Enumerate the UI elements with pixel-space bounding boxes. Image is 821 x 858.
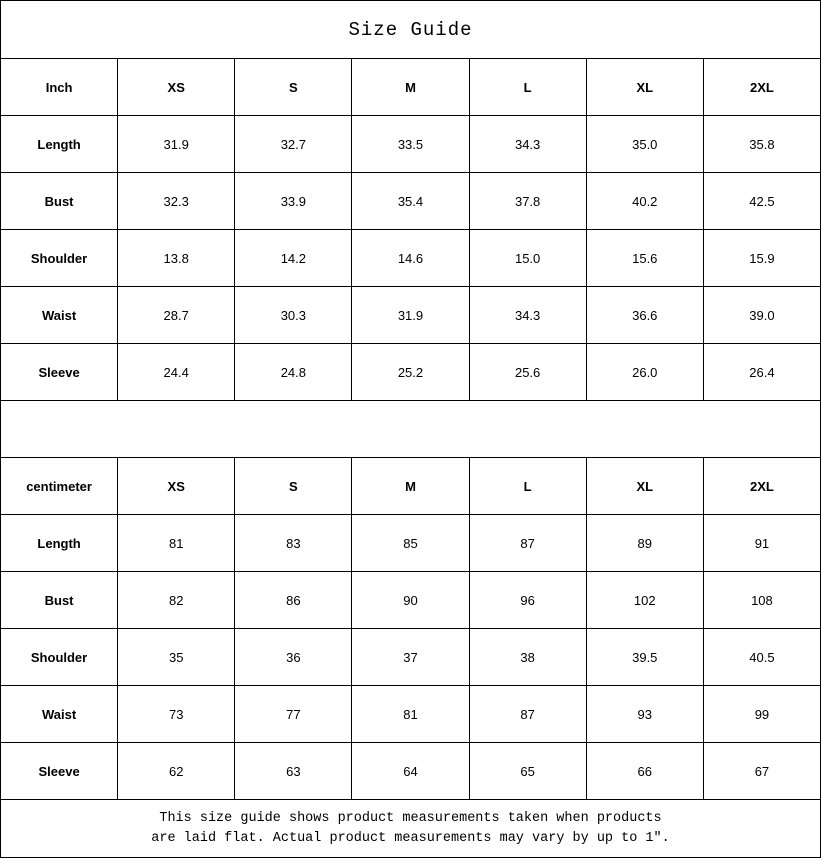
- measure-value: 89: [586, 515, 703, 572]
- inch-shoulder-row: [1, 230, 821, 287]
- measure-value: 32.7: [235, 116, 352, 173]
- measure-value: 31.9: [118, 116, 235, 173]
- cm-size-header-2xl: 2XL: [703, 458, 820, 515]
- measure-value: 34.3: [469, 287, 586, 344]
- row-label-shoulder: Shoulder: [1, 629, 118, 686]
- measure-value: 62: [118, 743, 235, 800]
- cm-size-header-l: L: [469, 458, 586, 515]
- cm-waist-row: [1, 686, 821, 743]
- measure-value: 93: [586, 686, 703, 743]
- cm-shoulder-row: [1, 629, 821, 686]
- measure-value: 85: [352, 515, 469, 572]
- measure-value: 25.2: [352, 344, 469, 401]
- inch-size-header-2xl: 2XL: [703, 59, 820, 116]
- row-label-sleeve: Sleeve: [1, 743, 118, 800]
- cm-sleeve-row: [1, 743, 821, 800]
- measure-value: 73: [118, 686, 235, 743]
- measure-value: 63: [235, 743, 352, 800]
- footer-note: [1, 800, 821, 858]
- measure-value: 91: [703, 515, 820, 572]
- measure-value: 24.4: [118, 344, 235, 401]
- measure-value: 39.5: [586, 629, 703, 686]
- measure-value: 102: [586, 572, 703, 629]
- measure-value: 31.9: [352, 287, 469, 344]
- cm-length-row: [1, 515, 821, 572]
- cm-size-header-xs: XS: [118, 458, 235, 515]
- inch-size-header-xs: XS: [118, 59, 235, 116]
- measure-value: 24.8: [235, 344, 352, 401]
- inch-header-row: [1, 59, 821, 116]
- measure-value: 25.6: [469, 344, 586, 401]
- measure-value: 40.2: [586, 173, 703, 230]
- measure-value: 87: [469, 515, 586, 572]
- measure-value: 90: [352, 572, 469, 629]
- measure-value: 33.9: [235, 173, 352, 230]
- measure-value: 26.0: [586, 344, 703, 401]
- row-label-length: Length: [1, 515, 118, 572]
- measure-value: 83: [235, 515, 352, 572]
- measure-value: 64: [352, 743, 469, 800]
- inch-size-header-xl: XL: [586, 59, 703, 116]
- measure-value: 35.0: [586, 116, 703, 173]
- measure-value: 96: [469, 572, 586, 629]
- footer-note-line2: are laid flat. Actual product measurements may vary by up to 1″.: [151, 830, 670, 846]
- measure-value: 35.4: [352, 173, 469, 230]
- row-label-waist: Waist: [1, 686, 118, 743]
- inch-size-header-l: L: [469, 59, 586, 116]
- row-label-waist: Waist: [1, 287, 118, 344]
- measure-value: 36: [235, 629, 352, 686]
- cm-size-header-m: M: [352, 458, 469, 515]
- cm-header-row: [1, 458, 821, 515]
- measure-value: 39.0: [703, 287, 820, 344]
- measure-value: 15.9: [703, 230, 820, 287]
- row-label-sleeve: Sleeve: [1, 344, 118, 401]
- measure-value: 81: [352, 686, 469, 743]
- table-spacer-row: [1, 401, 821, 458]
- measure-value: 77: [235, 686, 352, 743]
- footer-row: [1, 800, 821, 858]
- measure-value: 30.3: [235, 287, 352, 344]
- measure-value: 14.2: [235, 230, 352, 287]
- measure-value: 67: [703, 743, 820, 800]
- inch-size-header-m: M: [352, 59, 469, 116]
- row-label-length: Length: [1, 116, 118, 173]
- measure-value: 38: [469, 629, 586, 686]
- measure-value: 37: [352, 629, 469, 686]
- measure-value: 26.4: [703, 344, 820, 401]
- measure-value: 81: [118, 515, 235, 572]
- cm-bust-row: [1, 572, 821, 629]
- page-title: Size Guide: [1, 1, 821, 59]
- measure-value: 99: [703, 686, 820, 743]
- measure-value: 34.3: [469, 116, 586, 173]
- measure-value: 86: [235, 572, 352, 629]
- measure-value: 40.5: [703, 629, 820, 686]
- cm-size-header-xl: XL: [586, 458, 703, 515]
- inch-size-header-s: S: [235, 59, 352, 116]
- cm-unit-header: centimeter: [1, 458, 118, 515]
- inch-length-row: [1, 116, 821, 173]
- measure-value: 87: [469, 686, 586, 743]
- inch-waist-row: [1, 287, 821, 344]
- measure-value: 15.6: [586, 230, 703, 287]
- measure-value: 32.3: [118, 173, 235, 230]
- row-label-shoulder: Shoulder: [1, 230, 118, 287]
- measure-value: 108: [703, 572, 820, 629]
- measure-value: 15.0: [469, 230, 586, 287]
- measure-value: 33.5: [352, 116, 469, 173]
- inch-sleeve-row: [1, 344, 821, 401]
- measure-value: 14.6: [352, 230, 469, 287]
- row-label-bust: Bust: [1, 173, 118, 230]
- row-label-bust: Bust: [1, 572, 118, 629]
- measure-value: 82: [118, 572, 235, 629]
- inch-bust-row: [1, 173, 821, 230]
- inch-unit-header: Inch: [1, 59, 118, 116]
- measure-value: 13.8: [118, 230, 235, 287]
- measure-value: 37.8: [469, 173, 586, 230]
- footer-note-line1: This size guide shows product measurements taken when products: [159, 810, 662, 826]
- cm-size-header-s: S: [235, 458, 352, 515]
- title-row: [1, 1, 821, 59]
- measure-value: 35.8: [703, 116, 820, 173]
- measure-value: 36.6: [586, 287, 703, 344]
- table-spacer: [1, 401, 821, 458]
- measure-value: 66: [586, 743, 703, 800]
- measure-value: 35: [118, 629, 235, 686]
- measure-value: 28.7: [118, 287, 235, 344]
- measure-value: 65: [469, 743, 586, 800]
- measure-value: 42.5: [703, 173, 820, 230]
